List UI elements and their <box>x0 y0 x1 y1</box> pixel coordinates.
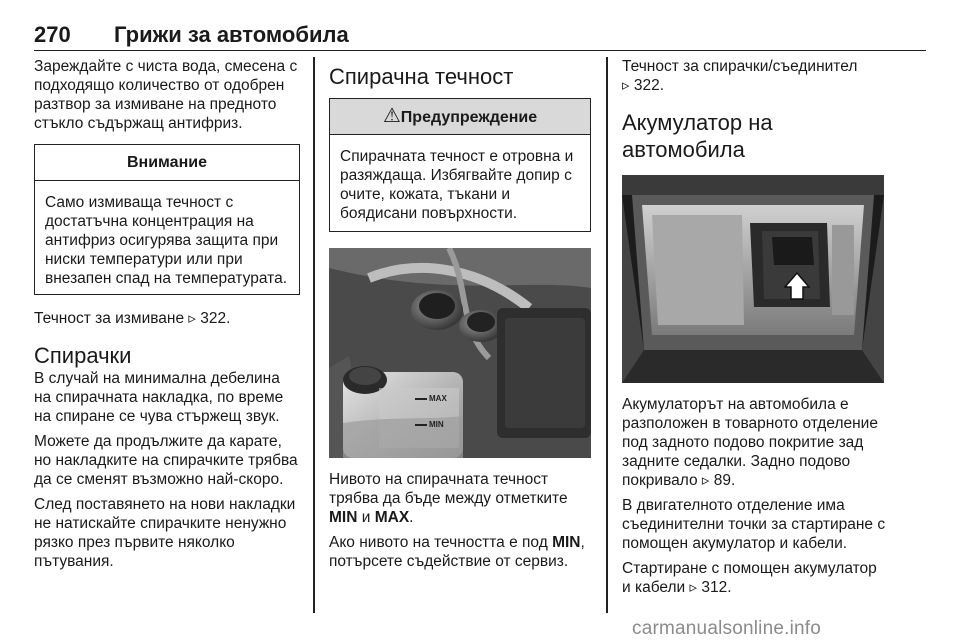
warning-header <box>330 99 590 135</box>
period: . <box>409 509 414 526</box>
battery-location-photo <box>622 175 884 383</box>
min-mark-label: MIN <box>429 420 444 429</box>
washer-reference-page: 322. <box>200 310 231 327</box>
jump-start-page: 312. <box>701 579 732 596</box>
caution-text: Само измиваща течност с достатъчна концентрация на антифриз осигурява защита при ниски температури или при внезапен спад на температурата. <box>45 194 287 287</box>
fluid-below-text: Ако нивото на течността е под <box>329 534 548 551</box>
min-label: MIN <box>329 509 358 526</box>
fluid-level-text: Нивото на спирачната течност трябва да бъде между отметките <box>329 471 568 507</box>
warning-box <box>329 98 591 232</box>
washer-fill-paragraph: Зареждайте с чиста вода, смесена с подходящо количество от одобрен разтвор за измиване на предното стъкло съдържащ антифриз. <box>34 58 298 132</box>
column-middle <box>329 57 591 577</box>
max-mark-label: MAX <box>429 394 447 403</box>
clutch-fluid-reference <box>622 57 886 95</box>
battery-location-text: Акумулаторът на автомобила е разположен в товарното отделение под задното подово покритие зад задните седалки. Задно подово покривало <box>622 396 878 489</box>
column-right <box>622 57 886 603</box>
battery-heading: Акумулатор на автомобила <box>622 110 773 162</box>
washer-reference-text: Течност за измиване <box>34 310 185 327</box>
and-word: и <box>361 509 371 526</box>
fluid-below-paragraph <box>329 533 591 571</box>
brake-fluid-reservoir-photo <box>329 248 591 458</box>
page-title: Грижи за автомобила <box>114 22 349 47</box>
battery-location-page: 89. <box>713 472 736 489</box>
caution-box <box>34 144 300 295</box>
clutch-reference-text: Течност за спирачки/съединител <box>622 58 858 75</box>
page-number: 270 <box>34 22 71 47</box>
brake-fluid-heading: Спирачна течност <box>329 64 514 89</box>
washer-reference <box>34 309 300 328</box>
jump-start-text: Стартиране с помощен акумулатор и кабели <box>622 560 877 596</box>
clutch-reference-page: 322. <box>633 77 665 94</box>
brakes-heading: Спирачки <box>34 343 132 368</box>
triangle-right-icon: ▹ <box>701 472 710 489</box>
caution-title: Внимание <box>35 145 299 181</box>
jump-points-paragraph: В двигателното отделение има съединителни точки за стартиране с помощен акумулатор и кабели. <box>622 497 886 552</box>
fluid-below-text-end: , потърсете съдействие от сервиз. <box>329 534 585 570</box>
column-left <box>34 57 300 577</box>
jump-start-reference <box>622 559 886 597</box>
brakes-paragraph-1: В случай на минимална дебелина на спирачната накладка, по време на спиране се чува стържещ звук. <box>34 370 284 425</box>
watermark: carmanualsonline.info <box>632 618 822 639</box>
max-label: MAX <box>374 509 410 526</box>
triangle-right-icon: ▹ <box>689 579 698 596</box>
brakes-paragraph-2: Можете да продължите да карате, но накладките на спирачките трябва да се сменят възможно най-скоро. <box>34 433 298 488</box>
brakes-paragraph-3: След поставянето на нови накладки не натискайте спирачките ненужно рязко през първите няколко пътувания. <box>34 496 296 570</box>
triangle-right-icon: ▹ <box>188 310 196 327</box>
column-divider <box>606 57 608 613</box>
column-divider <box>313 57 315 613</box>
below-min-label: MIN <box>552 534 581 551</box>
fluid-level-paragraph <box>329 470 591 527</box>
battery-location-paragraph <box>622 395 886 490</box>
warning-triangle-icon: ⚠ <box>382 105 401 127</box>
triangle-right-icon: ▹ <box>622 77 630 94</box>
page-header <box>34 18 926 51</box>
warning-title: Предупреждение <box>400 109 538 126</box>
warning-text: Спирачната течност е отровна и разяждаща. Избягвайте допир с очите, кожата, тъкани и боядисани повърхности. <box>340 148 574 222</box>
